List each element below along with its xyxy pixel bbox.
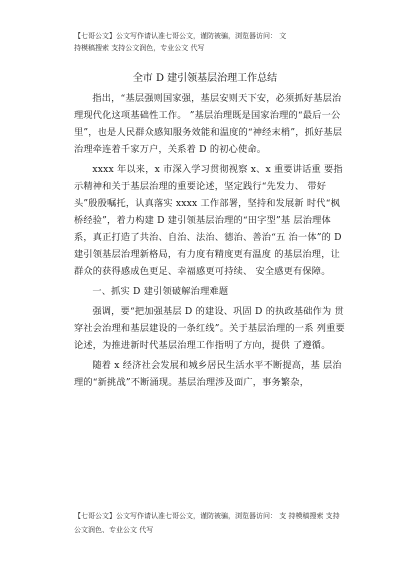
document-title: 全市 D 建引领基层治理工作总结 bbox=[132, 73, 278, 84]
paragraph-4: 随着 x 经济社会发展和城乡居民生活水平不断提高，基 层治理的“新挑战”不断涌现。基层治理涉及面广，事务繁杂， bbox=[74, 360, 342, 388]
paragraph-2: xxxx 年以来，x 市深入学习贯彻视察 x、x 重要讲话重 要指示精神和关于基层治理的重要论述，坚定践行“先发力、 带好头”殷殷嘱托，认真落实 xxxx 工作部署，坚持和发展新 时代“枫桥经验”，着力构建 D 建引领基层治理的“田字型”基 层治理体系，真正打造了共治、自治、法治、德治、善治“五 治一体”的 D 建引领基层治理新格局，有力度有精度更有温度 的基层治理，让群众的获得感成色更足、幸福感更可持续、 安全感更有保障。 bbox=[74, 164, 343, 277]
footer-text: 【七哥公文】公文写作请认准七哥公文，谨防被骗，浏览器访问： 支 持模稿搜索 支持公文润色、专业公文 代写 bbox=[74, 512, 340, 534]
paragraph-1: 指出，“基层强则国家强，基层安则天下安，必须抓好基层治理现代化这项基础性工作。 ”基层治理既是国家治理的“最后一公里”，也是人民群众感知服务效能和温度的“神经末梢”，抓好基层治理牵连着千家万户，关系着 D 的初心使命。 bbox=[74, 93, 343, 155]
header-line-2: 持模稿搜索 支持公文润色，专业公文 代写 bbox=[74, 44, 205, 52]
page-header bbox=[74, 30, 344, 54]
document-body bbox=[74, 90, 346, 394]
page-footer bbox=[74, 509, 346, 537]
section-heading: 一、抓实 D 建引领破解治理难题 bbox=[92, 286, 229, 297]
header-line-1: 【七哥公文】公文写作请认准七哥公文，谨防被骗，浏览器访问： 文 bbox=[74, 32, 287, 40]
paragraph-3: 强调，要“把加强基层 D 的建设、巩固 D 的执政基础作为 贯穿社会治理和基层建设的一条红线”。关于基层治理的一系 列重要论述，为推进新时代基层治理工作指明了方向，提供 了遵循。 bbox=[74, 306, 345, 351]
